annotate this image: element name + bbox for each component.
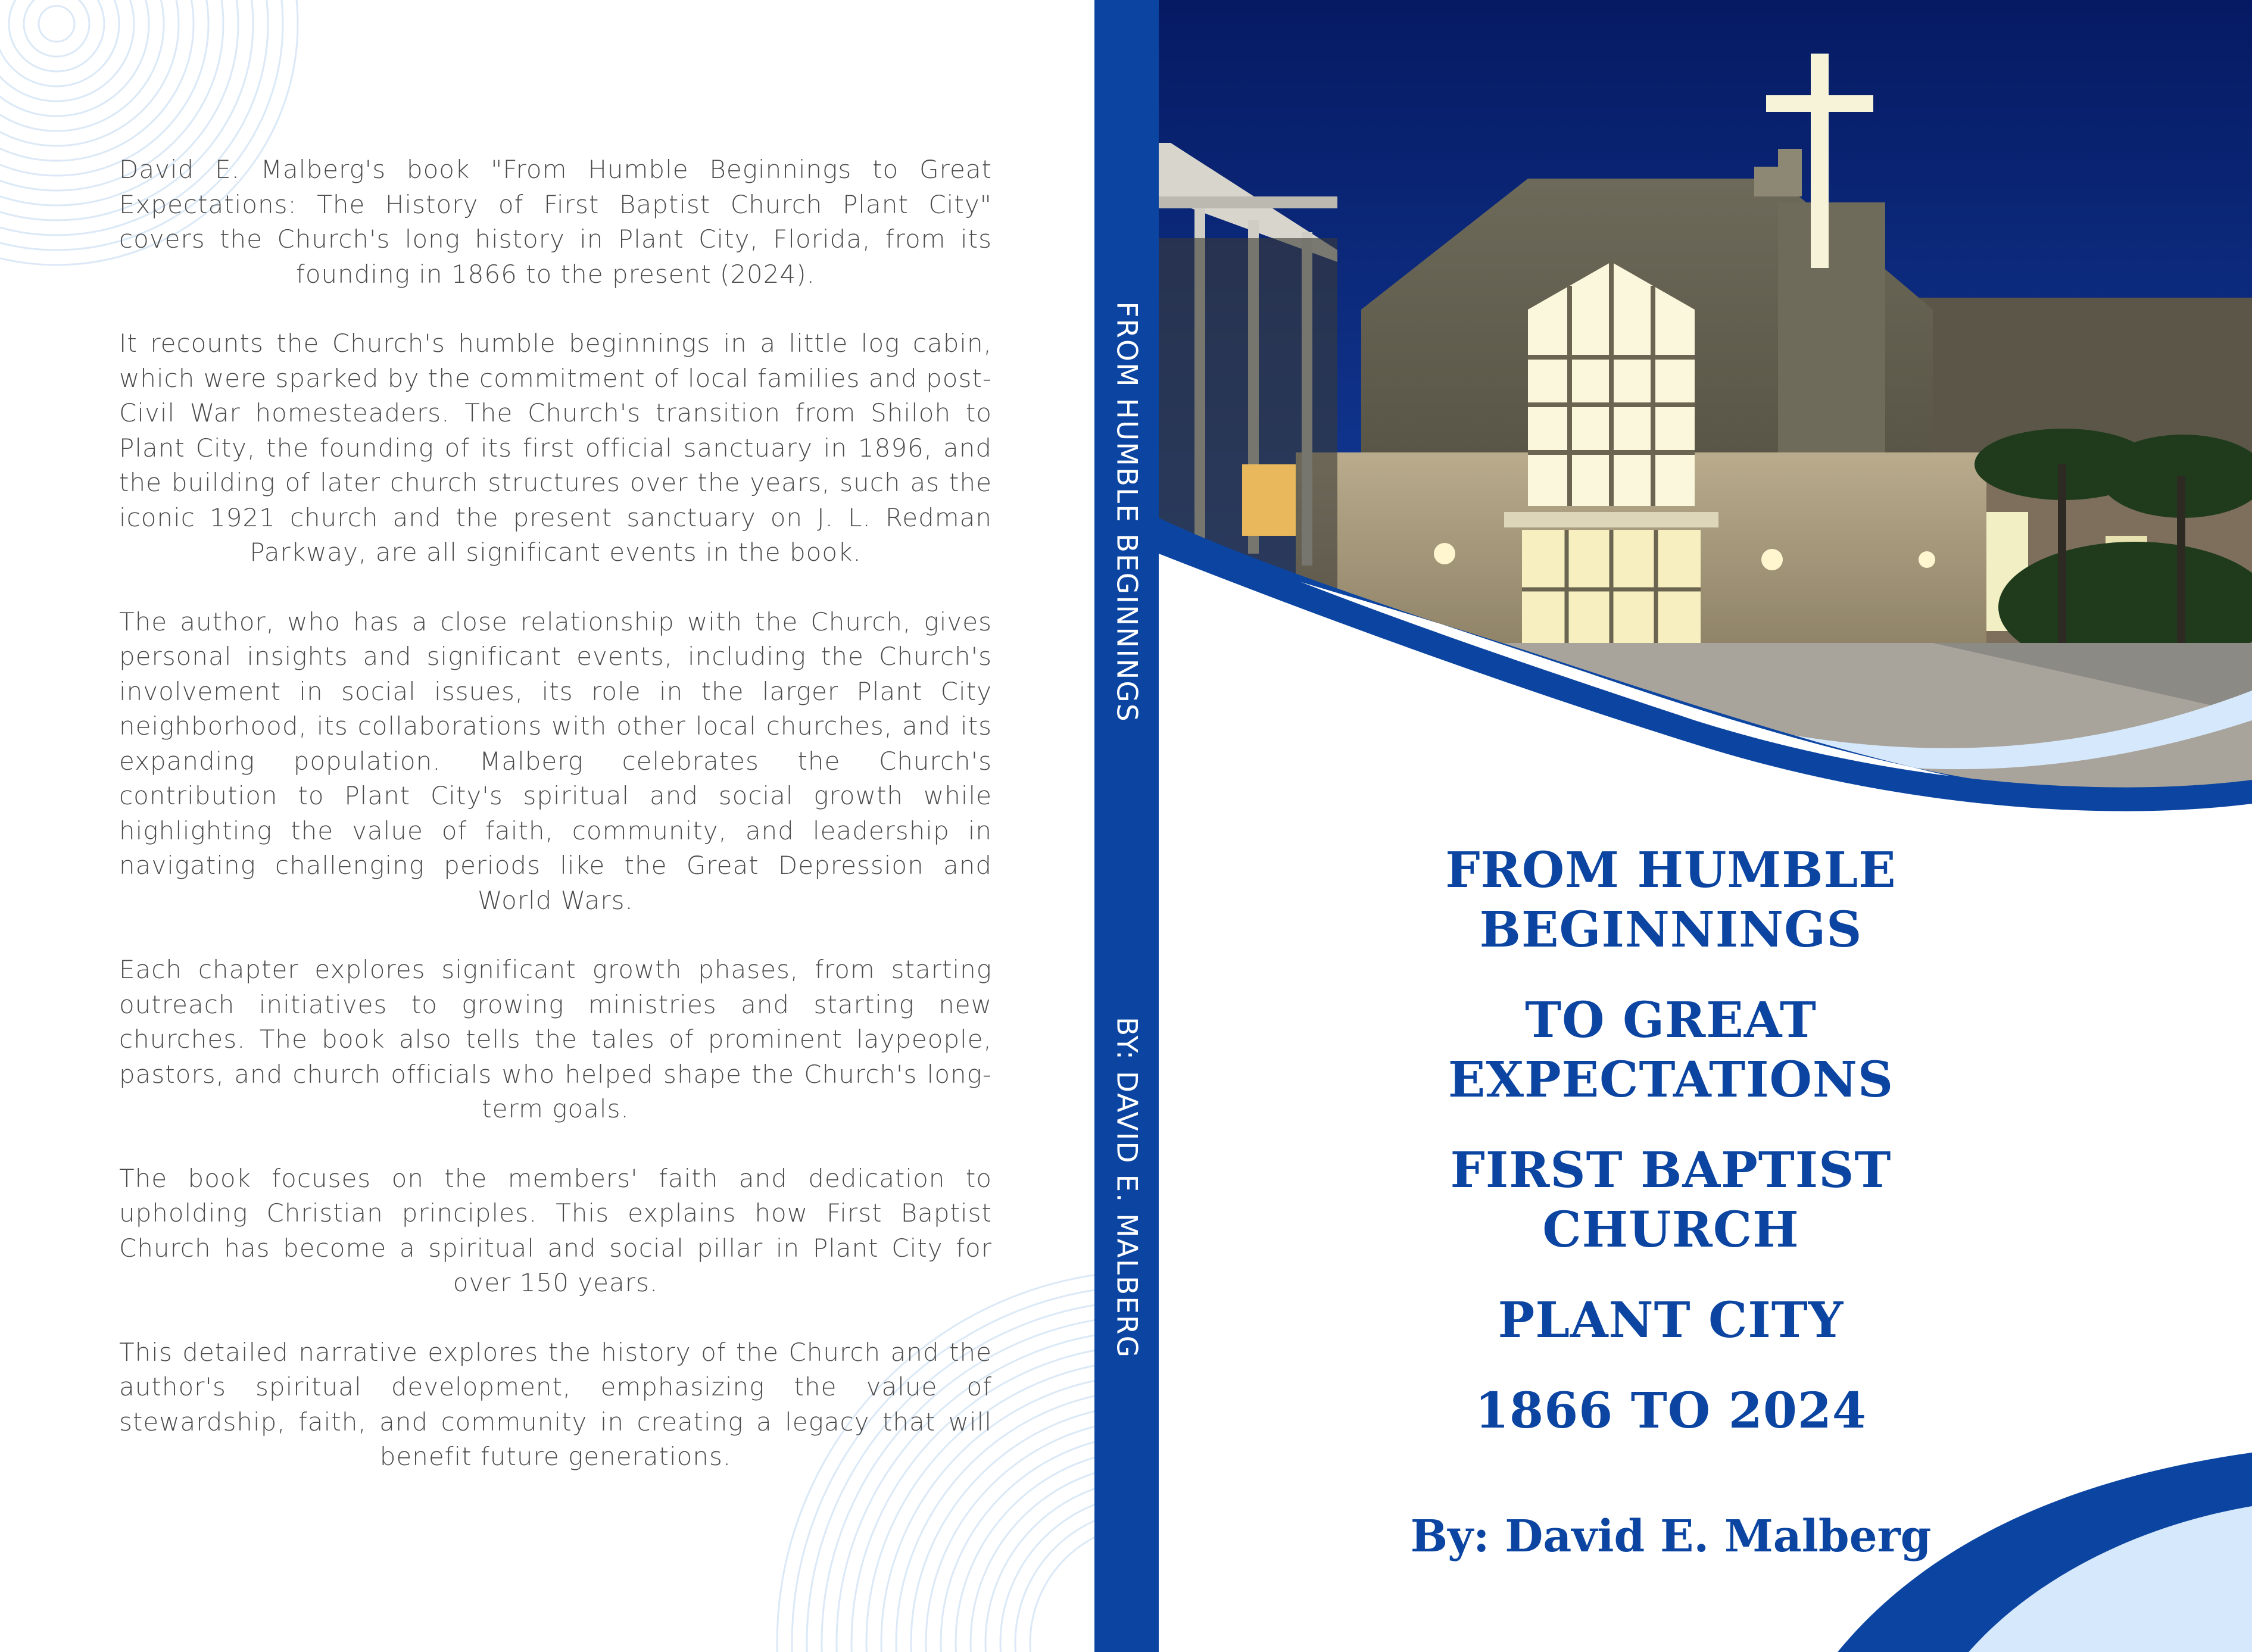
bottom-swoosh-decoration [1814, 1441, 2252, 1652]
title-block-2 [1331, 991, 2010, 1110]
spine-author: BY: DAVID E. MALBERG [1110, 1016, 1143, 1359]
blurb-paragraph: The author, who has a close relationship with the Church, gives personal insights and significant events, including the Church's involvement in social issues, its role in the larger Plant City neighborhood, its collaborations with other local churches, and its expanding population. Malberg celebrates the Church's contribution to Plant City's spiritual and social growth while highlighting the value of faith, community, and leadership in navigating challenging periods like the Great Depression and World Wars. [119, 607, 992, 915]
back-cover-blurb [119, 152, 992, 1509]
title-line: BEGINNINGS [1479, 901, 1863, 958]
title-line: PLANT CITY [1498, 1292, 1844, 1349]
church-photo-illustration [1159, 0, 2252, 816]
title-block-1 [1331, 841, 2010, 960]
title-line: CHURCH [1542, 1201, 1799, 1258]
front-cover [1159, 0, 2252, 1652]
blurb-paragraph: Each chapter explores significant growth phases, from starting outreach initiatives to growing ministries and starting new churches. The book also tells the tales of prominent laypeople, pastors, and church officials who helped shape the Church's long-term goals. [119, 955, 992, 1123]
title-block-5 [1331, 1381, 2010, 1441]
title-line: FIRST BAPTIST [1450, 1142, 1892, 1199]
back-cover [0, 0, 1094, 1652]
cover-author: By: David E. Malberg [1410, 1511, 1932, 1562]
blurb-paragraph: David E. Malberg's book "From Humble Beginnings to Great Expectations: The History of First Baptist Church Plant City" covers the Church's long history in Plant City, Florida, from its founding in 1866 to the present (2024). [119, 155, 992, 289]
title-block-3 [1331, 1141, 2010, 1260]
title-line: EXPECTATIONS [1448, 1051, 1894, 1108]
book-spine [1094, 0, 1159, 1652]
title-line: 1866 TO 2024 [1475, 1382, 1867, 1439]
blurb-paragraph: The book focuses on the members' faith and dedication to upholding Christian principles. This explains how First Baptist Church has become a spiritual and social pillar in Plant City for over 150 years. [119, 1163, 992, 1297]
spine-title: FROM HUMBLE BEGINNINGS [1110, 301, 1143, 723]
title-line: FROM HUMBLE [1445, 842, 1897, 899]
cover-title [1331, 841, 2010, 1472]
title-block-4 [1331, 1291, 2010, 1350]
title-line: TO GREAT [1525, 992, 1817, 1049]
blurb-paragraph: It recounts the Church's humble beginnings in a little log cabin, which were sparked by the commitment of local families and post-Civil War homesteaders. The Church's transition from Shiloh to Plant City, the founding of its first official sanctuary in 1896, and the building of later church structures over the years, such as the iconic 1921 church and the present sanctuary on J. L. Redman Parkway, are all significant events in the book. [119, 329, 992, 567]
blurb-paragraph: This detailed narrative explores the history of the Church and the author's spiritual development, emphasizing the value of stewardship, faith, and community in creating a legacy that will benefit future generations. [119, 1337, 992, 1471]
